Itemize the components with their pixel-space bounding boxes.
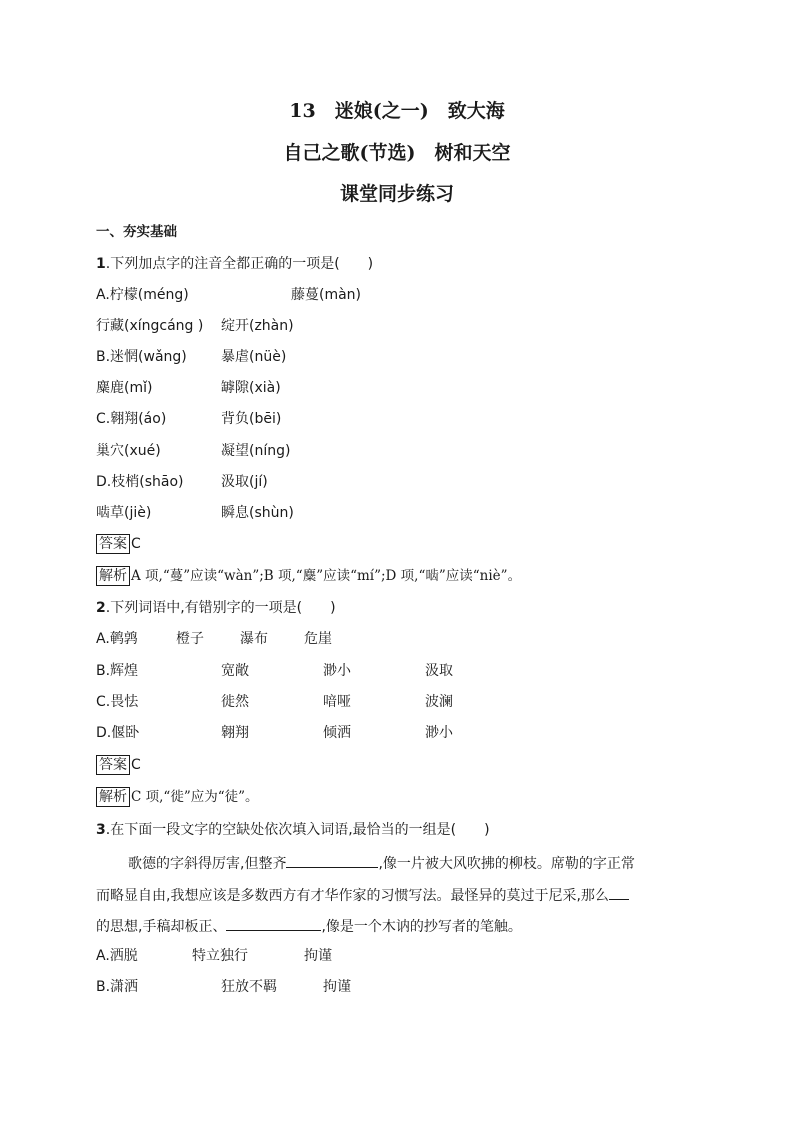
question-number: 2 bbox=[96, 600, 106, 616]
q1-option-d-1: D.枝梢(shāo) bbox=[96, 474, 184, 490]
q2-option-d-2: 翱翔 bbox=[221, 725, 249, 741]
q2-option-b-4: 汲取 bbox=[425, 663, 453, 679]
q3-passage-line-2 bbox=[96, 883, 629, 906]
q2-option-a-2: 橙子 bbox=[176, 631, 204, 647]
passage-text: ,像一片被大风吹拂的柳枝。席勒的字正常 bbox=[378, 856, 635, 872]
passage-text: ,像是一个木讷的抄写者的笔触。 bbox=[321, 919, 522, 935]
q1-option-c-2: 背负(bēi) bbox=[221, 411, 282, 427]
q1-option-d-3: 啮草(jiè) bbox=[96, 505, 152, 521]
q2-option-c-1: C.畏怯 bbox=[96, 694, 139, 710]
fill-blank bbox=[286, 851, 378, 868]
section-heading: 一、夯实基础 bbox=[96, 224, 177, 240]
q1-option-a-1: A.柠檬(méng) bbox=[96, 287, 189, 303]
question-2-stem bbox=[96, 598, 336, 618]
q1-option-b-4: 罅隙(xià) bbox=[221, 380, 281, 396]
q3-option-a-3: 拘谨 bbox=[304, 948, 332, 964]
passage-text: 歌德的字斜得厉害,但整齐 bbox=[128, 856, 287, 872]
q2-option-a-4: 危崖 bbox=[304, 631, 332, 647]
exercise-heading: 课堂同步练习 bbox=[339, 183, 454, 205]
explanation-text: A 项,“蔓”应读“wàn”;B 项,“麋”应读“mí”;D 项,“啮”应读“niè”。 bbox=[131, 568, 522, 584]
q2-option-d-1: D.偃卧 bbox=[96, 725, 140, 741]
q2-option-d-4: 渺小 bbox=[425, 725, 453, 741]
q1-explanation bbox=[96, 566, 521, 586]
passage-text: 的思想,手稿却板正、 bbox=[96, 919, 227, 935]
question-text: .在下面一段文字的空缺处依次填入词语,最恰当的一组是( ) bbox=[105, 822, 490, 838]
q2-option-b-1: B.辉煌 bbox=[96, 663, 139, 679]
q1-option-a-2: 藤蔓(màn) bbox=[291, 287, 362, 303]
fill-blank bbox=[609, 883, 629, 900]
answer-value: C bbox=[131, 757, 141, 773]
q1-option-a-3: 行藏(xíngcáng ) bbox=[96, 318, 204, 334]
q3-option-a-2: 特立独行 bbox=[192, 948, 248, 964]
q2-option-d-3: 倾洒 bbox=[323, 725, 351, 741]
q1-option-c-1: C.翱翔(áo) bbox=[96, 411, 167, 427]
lesson-title: 13 迷娘(之一) 致大海 bbox=[289, 100, 505, 122]
passage-text: 而略显自由,我想应该是多数西方有才华作家的习惯写法。最怪异的莫过于尼采,那么 bbox=[96, 888, 609, 904]
q1-option-b-1: B.迷惘(wǎng) bbox=[96, 349, 187, 365]
answer-label: 答案 bbox=[96, 534, 130, 554]
q3-option-a-1: A.洒脱 bbox=[96, 948, 138, 964]
q3-passage-line-3 bbox=[96, 914, 522, 937]
q2-option-a-1: A.鹌鹑 bbox=[96, 631, 138, 647]
q2-option-c-2: 徙然 bbox=[221, 694, 249, 710]
answer-label: 答案 bbox=[96, 755, 130, 775]
question-1-stem bbox=[96, 254, 373, 274]
q1-option-b-3: 麋鹿(mǐ) bbox=[96, 380, 153, 396]
q3-option-b-1: B.潇洒 bbox=[96, 979, 139, 995]
fill-blank bbox=[226, 914, 321, 931]
q2-option-b-3: 渺小 bbox=[323, 663, 351, 679]
question-number: 1 bbox=[96, 256, 106, 272]
q3-option-b-3: 拘谨 bbox=[323, 979, 351, 995]
q1-answer bbox=[96, 534, 141, 554]
q1-option-d-4: 瞬息(shùn) bbox=[221, 505, 294, 521]
q2-answer bbox=[96, 755, 141, 775]
q2-explanation bbox=[96, 787, 259, 807]
explanation-text: C 项,“徙”应为“徒”。 bbox=[131, 789, 259, 805]
q1-option-a-4: 绽开(zhàn) bbox=[221, 318, 294, 334]
q1-option-d-2: 汲取(jí) bbox=[221, 474, 268, 490]
question-3-stem bbox=[96, 820, 490, 840]
question-text: .下列加点字的注音全都正确的一项是( ) bbox=[105, 256, 374, 272]
question-number: 3 bbox=[96, 822, 106, 838]
q3-option-b-2: 狂放不羁 bbox=[221, 979, 277, 995]
q1-option-c-3: 巢穴(xué) bbox=[96, 443, 161, 459]
lesson-subtitle: 自己之歌(节选) 树和天空 bbox=[283, 142, 511, 164]
question-text: .下列词语中,有错别字的一项是( ) bbox=[105, 600, 336, 616]
answer-value: C bbox=[131, 536, 141, 552]
explanation-label: 解析 bbox=[96, 787, 130, 807]
q1-option-b-2: 暴虐(nüè) bbox=[221, 349, 287, 365]
q1-option-c-4: 凝望(níng) bbox=[221, 443, 291, 459]
q2-option-c-3: 喑哑 bbox=[323, 694, 351, 710]
q2-option-a-3: 瀑布 bbox=[240, 631, 268, 647]
explanation-label: 解析 bbox=[96, 566, 130, 586]
q2-option-b-2: 宽敞 bbox=[221, 663, 249, 679]
q3-passage-line-1 bbox=[128, 851, 635, 874]
q2-option-c-4: 波澜 bbox=[425, 694, 453, 710]
